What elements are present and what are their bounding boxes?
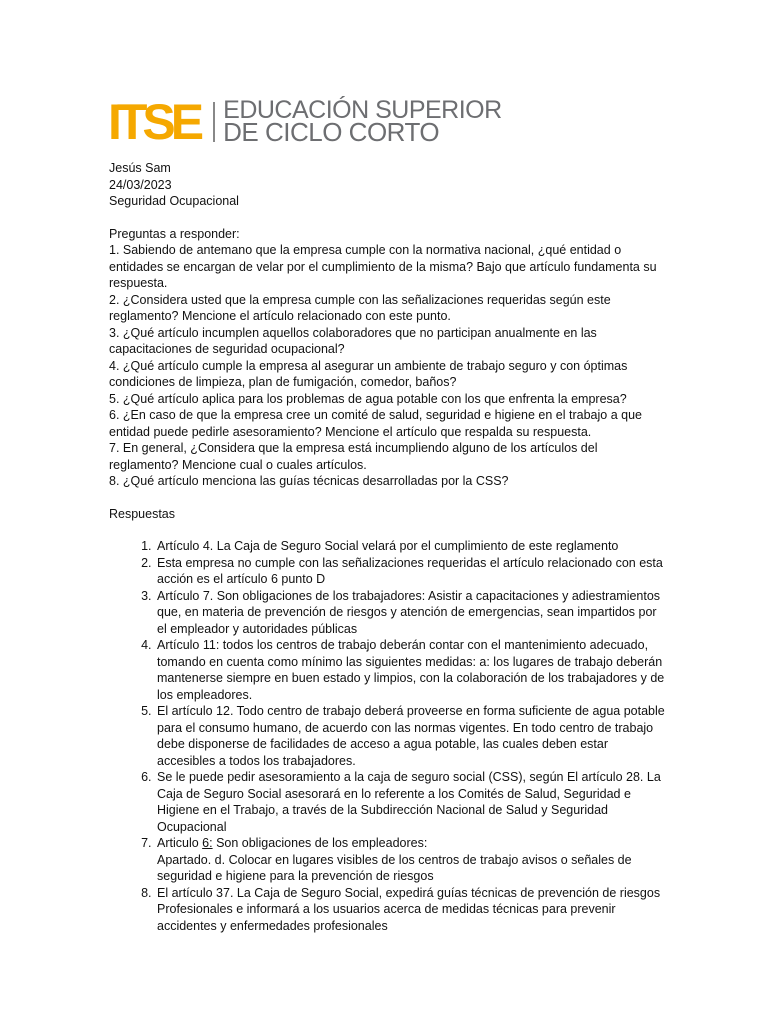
spacer [109, 522, 669, 538]
student-name: Jesús Sam [109, 161, 171, 175]
answers-title: Respuestas [109, 506, 176, 521]
answer-2: 2. Esta empresa no cumple con las señalizaciones requeridas el artículo relacionado con esta acción es el artículo 6 punto D [155, 555, 669, 588]
answer-7-prefix: Articulo [157, 836, 203, 850]
logo-divider [213, 102, 215, 142]
answer-7 [155, 835, 669, 885]
document-body [109, 160, 669, 934]
answer-6: 6. Se le puede pedir asesoramiento a la caja de seguro social (CSS), según El artículo 28. La Caja de Seguro Social asesorará en lo referente a los Comités de Salud, Seguridad e Higiene en el Trabajo, a través de la Subdirección Nacional de Salud y Seguridad Ocupacional [155, 769, 669, 835]
subject: Seguridad Ocupacional [109, 194, 239, 208]
itse-logo [108, 93, 502, 150]
question-5: 5. ¿Qué artículo aplica para los problemas de agua potable con los que enfrenta la empresa? [109, 391, 627, 406]
question-1: 1. Sabiendo de antemano que la empresa cumple con la normativa nacional, ¿qué entidad o entidades se encargan de velar por el cumplimiento de la misma? Bajo que artículo fundamenta su respuesta. [109, 243, 657, 290]
logo-mark: ITSE [108, 93, 200, 150]
logo-line-1: EDUCACIÓN SUPERIOR [223, 96, 502, 124]
answer-4: 4. Artículo 11: todos los centros de trabajo deberán contar con el mantenimiento adecuado, tomando en cuenta como mínimo las siguientes medidas: a: los lugares de trabajo deberán mantenerse siempre en buen estado y limpios, con la colaboración de los trabajadores y de los empleadores. [155, 637, 669, 703]
document-date: 24/03/2023 [109, 177, 172, 192]
answers-list [109, 538, 669, 934]
question-8: 8. ¿Qué artículo menciona las guías técnicas desarrolladas por la CSS? [109, 474, 509, 488]
question-6: 6. ¿En caso de que la empresa cree un comité de salud, seguridad e higiene en el trabajo a que entidad puede pedirle asesoramiento? Mencione el artículo que respalda su respuesta. [109, 408, 642, 439]
logo-line-2: DE CICLO CORTO [223, 117, 440, 147]
answer-7-article-number: 6: [202, 836, 213, 850]
question-4: 4. ¿Qué artículo cumple la empresa al asegurar un ambiente de trabajo seguro y con óptimas condiciones de limpieza, plan de fumigación, comedor, baños? [109, 358, 628, 389]
answer-3: 3. Artículo 7. Son obligaciones de los trabajadores: Asistir a capacitaciones y adiestramientos que, en materia de prevención de riesgos y atención de emergencias, sean impartidos por el empleador y autoridades públicas [155, 588, 669, 638]
question-3: 3. ¿Qué artículo incumplen aquellos colaboradores que no participan anualmente en las capacitaciones de seguridad ocupacional? [109, 325, 597, 356]
questions-title: Preguntas a responder: [109, 226, 240, 241]
answer-7-suffix: Son obligaciones de los empleadores: [212, 836, 428, 850]
questions-list [109, 242, 669, 490]
answer-1: 1. Artículo 4. La Caja de Seguro Social velará por el cumplimiento de este reglamento [155, 538, 669, 555]
spacer [109, 210, 669, 226]
answer-5: 5. El artículo 12. Todo centro de trabajo deberá proveerse en forma suficiente de agua potable para el consumo humano, de acuerdo con las normas vigentes. En todo centro de trabajo debe disponerse de facilidades de acceso a agua potable, las cuales deben estar accesibles a todos los trabajadores. [155, 703, 669, 769]
answer-7-detail: Apartado. d. Colocar en lugares visibles de los centros de trabajo avisos o señales de seguridad e higiene para la prevención de riesgos [157, 852, 632, 883]
logo-text [223, 96, 502, 147]
spacer [109, 490, 669, 506]
answer-8: 8. El artículo 37. La Caja de Seguro Social, expedirá guías técnicas de prevención de riesgos Profesionales e informará a los usuarios acerca de medidas técnicas para prevenir accidentes y enfermedades profesionales [155, 885, 669, 935]
question-7: 7. En general, ¿Considera que la empresa está incumpliendo alguno de los artículos del reglamento? Mencione cual o cuales artículos. [109, 441, 598, 472]
question-2: 2. ¿Considera usted que la empresa cumple con las señalizaciones requeridas según este reglamento? Mencione el artículo relacionado con este punto. [109, 292, 611, 323]
